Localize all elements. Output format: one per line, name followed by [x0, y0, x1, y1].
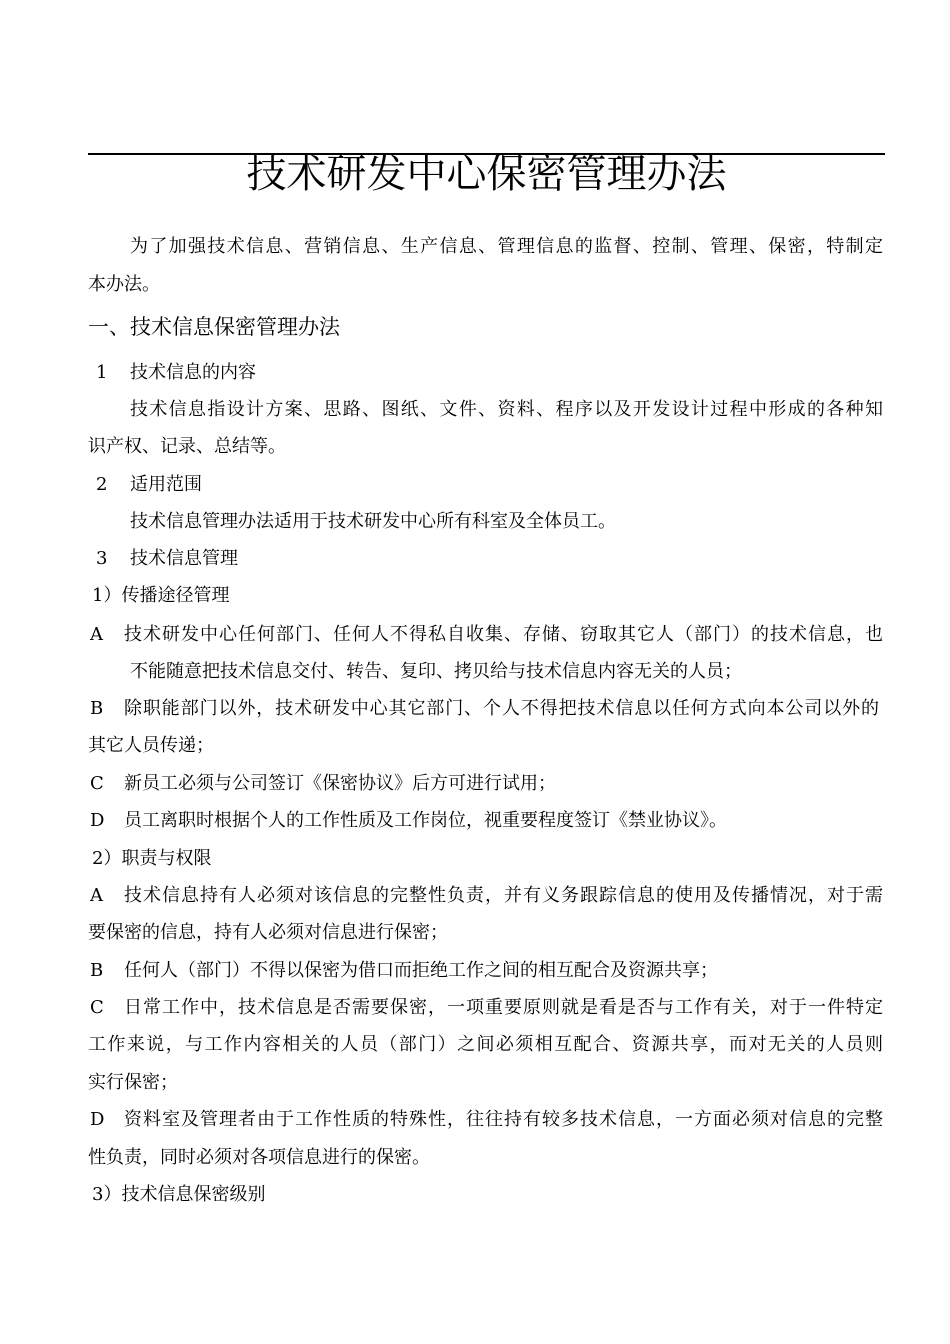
sub-1-c-line-1: 新员工必须与公司签订《保密协议》后方可进行试用； — [124, 773, 556, 794]
intro-line-1: 为了加强技术信息、营销信息、生产信息、管理信息的监督、控制、管理、保密，特制定 — [130, 236, 883, 257]
section-heading: 一、技术信息保密管理办法 — [88, 315, 340, 339]
sub-3-heading: 3）技术信息保密级别 — [92, 1184, 266, 1205]
sub-2-d-label: D — [90, 1109, 105, 1130]
sub-1-b-line-2: 其它人员传递； — [88, 735, 214, 756]
item-1-number: 1 — [96, 362, 108, 383]
sub-1-d-label: D — [90, 810, 105, 831]
sub-2-c-line-1: 日常工作中，技术信息是否需要保密，一项重要原则就是看是否与工作有关，对于一件特定 — [124, 997, 883, 1018]
sub-2-b-line-1: 任何人（部门）不得以保密为借口而拒绝工作之间的相互配合及资源共享； — [124, 960, 718, 981]
sub-1-heading: 1）传播途径管理 — [92, 585, 230, 606]
sub-2-b-label: B — [90, 960, 104, 981]
sub-2-a-line-1: 技术信息持有人必须对该信息的完整性负责，并有义务跟踪信息的使用及传播情况，对于需 — [124, 885, 883, 906]
sub-1-b-label: B — [90, 698, 104, 719]
item-3-number: 3 — [96, 548, 108, 569]
sub-1-a-label: A — [90, 624, 103, 645]
sub-2-a-line-2: 要保密的信息，持有人必须对信息进行保密； — [88, 922, 448, 943]
sub-1-a-line-2: 不能随意把技术信息交付、转告、复印、拷贝给与技术信息内容无关的人员； — [130, 661, 742, 682]
sub-2-c-line-2: 工作来说，与工作内容相关的人员（部门）之间必须相互配合、资源共享，而对无关的人员则 — [88, 1034, 883, 1055]
intro-line-2: 本办法。 — [88, 274, 160, 295]
sub-1-c-label: C — [90, 773, 104, 794]
sub-2-heading: 2）职责与权限 — [92, 848, 212, 869]
sub-2-c-line-3: 实行保密； — [88, 1072, 178, 1093]
item-1-body-line-1: 技术信息指设计方案、思路、图纸、文件、资料、程序以及开发设计过程中形成的各种知 — [130, 399, 883, 420]
item-2-number: 2 — [96, 474, 108, 495]
item-2-body: 技术信息管理办法适用于技术研发中心所有科室及全体员工。 — [130, 511, 616, 532]
sub-2-a-label: A — [90, 885, 103, 906]
sub-2-d-line-1: 资料室及管理者由于工作性质的特殊性，往往持有较多技术信息，一方面必须对信息的完整 — [124, 1109, 883, 1130]
sub-1-d-line-1: 员工离职时根据个人的工作性质及工作岗位，视重要程度签订《禁业协议》。 — [124, 810, 727, 831]
sub-2-c-label: C — [90, 997, 104, 1018]
item-3-title: 技术信息管理 — [130, 548, 238, 569]
sub-1-a-line-1: 技术研发中心任何部门、任何人不得私自收集、存储、窃取其它人（部门）的技术信息，也 — [124, 624, 883, 645]
document-title: 技术研发中心保密管理办法 — [246, 151, 727, 197]
item-2-title: 适用范围 — [130, 474, 202, 495]
sub-2-d-line-2: 性负责，同时必须对各项信息进行的保密。 — [88, 1147, 430, 1168]
sub-1-b-line-1: 除职能部门以外，技术研发中心其它部门、个人不得把技术信息以任何方式向本公司以外的 — [124, 698, 879, 719]
item-1-body-line-2: 识产权、记录、总结等。 — [88, 436, 286, 457]
item-1-title: 技术信息的内容 — [130, 362, 256, 383]
